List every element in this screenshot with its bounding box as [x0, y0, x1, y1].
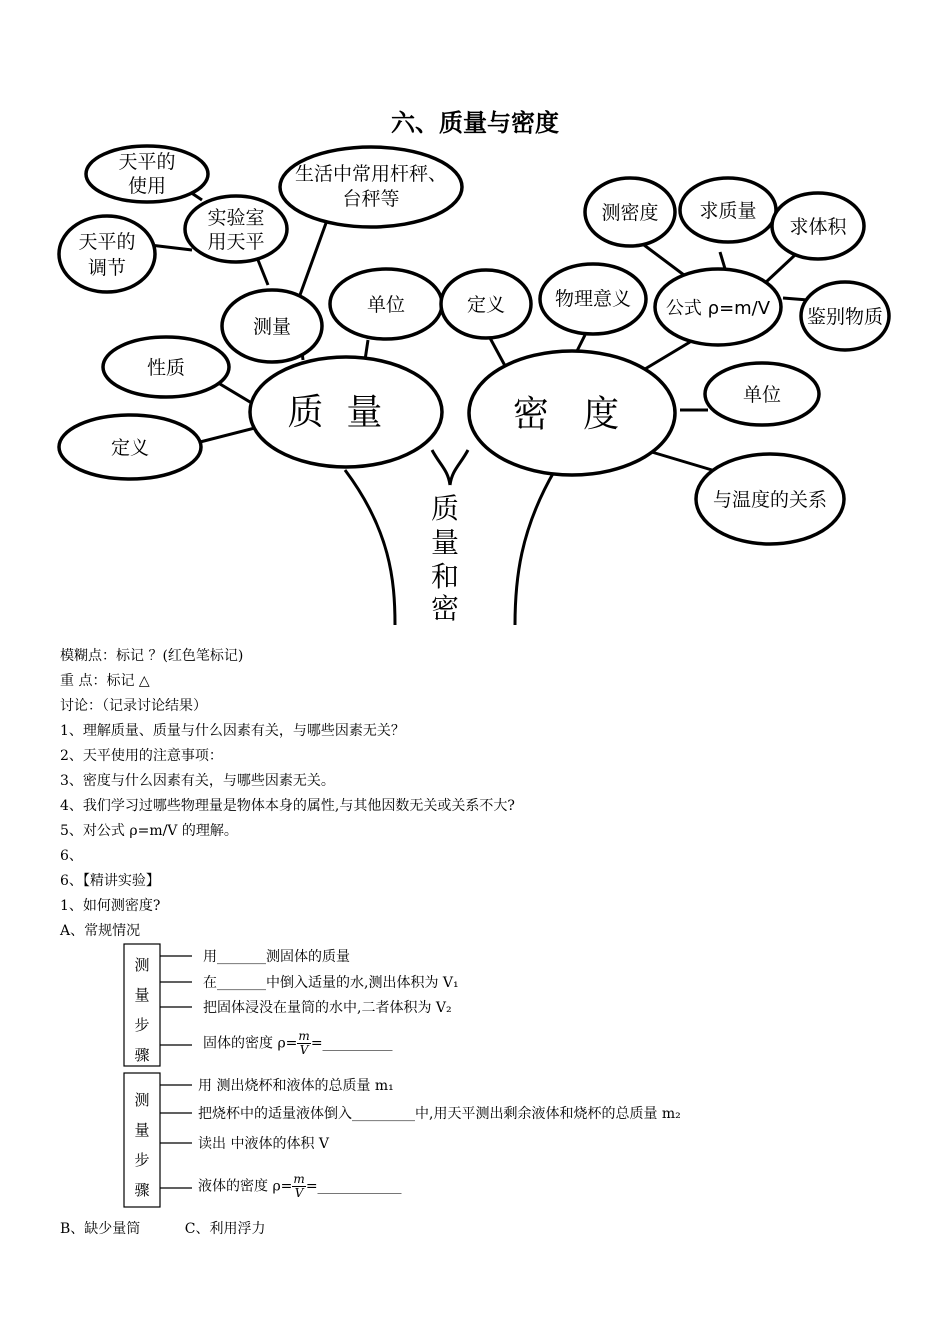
note-item-3: 3、密度与什么因素有关，与哪些因素无关。: [60, 773, 335, 789]
note-discussion: 讨论：（记录讨论结果）: [60, 698, 207, 714]
node-balance-adjust-line2: 调节: [87, 257, 127, 279]
liquid-density-fraction: $\frac{m}{V}$: [293, 1172, 305, 1200]
node-formula: 公式 ρ=m/V: [665, 298, 771, 319]
node-balance-use-line1: 天平的: [118, 151, 176, 173]
liquid-step-1: 用 测出烧杯和液体的总质量 m₁: [198, 1078, 394, 1094]
node-everyday-line2: 台秤等: [342, 188, 400, 210]
node-temperature: 与温度的关系: [712, 489, 828, 511]
trunk-char-2: 量: [430, 526, 460, 559]
node-find-volume: 求体积: [789, 216, 847, 238]
trunk-char-3: 和: [430, 560, 460, 593]
node-mass-unit: 单位: [366, 294, 406, 316]
note-item-4: 4、我们学习过哪些物理量是物体本身的属性,与其他因数无关或关系不大?: [60, 798, 515, 814]
note-regular-case: A、常规情况: [60, 923, 141, 939]
node-mass-center: 质 量: [287, 392, 383, 433]
note-item-6b: 6、【精讲实验】: [60, 873, 160, 889]
trunk-char-4: 密: [430, 592, 460, 625]
footer-options: B、缺少量筒 C、利用浮力: [60, 1221, 266, 1237]
liquid-step-3: 读出 中液体的体积 V: [198, 1136, 330, 1152]
solid-step-4: 固体的密度 ρ= $\frac{m}{V}$ =__________: [203, 1029, 393, 1057]
trunk-char-1: 质: [430, 492, 460, 525]
liquid-step-4: 液体的密度 ρ= $\frac{m}{V}$ =____________: [198, 1172, 402, 1200]
page-title: 六、质量与密度: [391, 108, 559, 137]
node-physical-meaning: 物理意义: [554, 288, 632, 310]
note-blur-mark: 模糊点：标记 ？(红色笔标记): [60, 648, 244, 664]
solid-steps-label: 测 量 步 骤: [134, 956, 150, 1064]
note-item-6a: 6、: [60, 848, 83, 864]
node-density-center: 密 度: [512, 394, 620, 435]
node-property: 性质: [146, 357, 186, 379]
node-measure-density: 测密度: [601, 202, 659, 224]
node-lab-balance-line1: 实验室: [207, 207, 265, 229]
note-item-5: 5、对公式 ρ=m/V 的理解。: [60, 823, 238, 839]
solid-step-3: 把固体浸没在量筒的水中,二者体积为 V₂: [203, 1000, 452, 1016]
note-key-mark: 重 点：标记 △: [60, 673, 150, 689]
node-density-definition: 定义: [466, 294, 506, 316]
node-balance-adjust-line1: 天平的: [78, 231, 136, 253]
note-how-measure: 1、如何测密度?: [60, 898, 161, 914]
node-density-unit: 单位: [742, 384, 782, 406]
node-balance-use-line2: 使用: [127, 175, 167, 197]
solid-step-2: 在_______中倒入适量的水,测出体积为 V₁: [203, 975, 459, 991]
node-lab-balance-line2: 用天平: [207, 231, 265, 253]
note-item-1: 1、理解质量、质量与什么因素有关，与哪些因素无关？: [60, 723, 405, 739]
node-identify: 鉴别物质: [806, 306, 884, 328]
node-everyday-line1: 生活中常用杆秤、: [294, 163, 448, 185]
node-mass-definition: 定义: [110, 437, 150, 459]
density-fraction: $\frac{m}{V}$: [298, 1029, 310, 1057]
note-item-2: 2、天平使用的注意事项：: [60, 748, 223, 764]
liquid-steps-label: 测 量 步 骤: [134, 1091, 150, 1199]
liquid-step-2: 把烧杯中的适量液体倒入_________中,用天平测出剩余液体和烧杯的总质量 m₂: [198, 1106, 681, 1122]
node-find-mass: 求质量: [699, 200, 757, 222]
solid-step-1: 用_______测固体的质量: [203, 949, 350, 965]
node-measure: 测量: [252, 316, 292, 338]
